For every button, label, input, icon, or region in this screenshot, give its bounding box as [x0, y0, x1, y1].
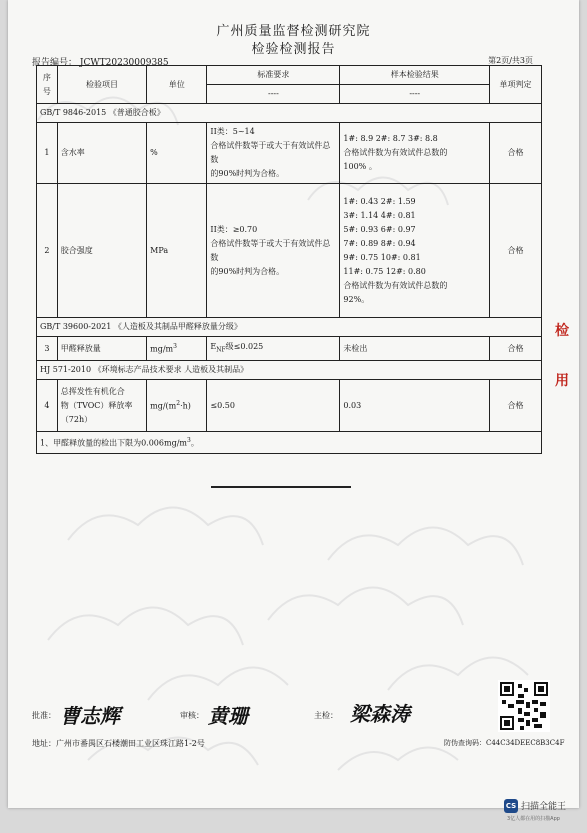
row2-item: 胶合强度	[57, 184, 146, 318]
row3-requirement	[207, 337, 340, 361]
col-unit: 单位	[147, 66, 207, 104]
row2-seq: 2	[37, 184, 58, 318]
page-indicator: 第2页/共3页	[488, 56, 533, 65]
row2-res-line: 合格试件数为有效试件总数的	[343, 280, 448, 290]
row1-res-line: 合格试件数为有效试件总数的	[343, 148, 448, 157]
note-sup: 3	[186, 437, 191, 444]
row4-unit-pre: mg/(m	[150, 401, 177, 411]
address: 地址：广州市番禺区石楼潮田工业区珠江路1-2号	[32, 739, 205, 748]
note-text	[37, 432, 542, 454]
approve-signature: 曹志辉	[60, 704, 120, 728]
note-row	[37, 432, 542, 454]
row2-req-line: II类：≥0.70	[210, 224, 258, 234]
camscanner-tagline: 3亿人都在用的扫描App	[507, 816, 560, 822]
row2-res-line: 9#: 0.75 10#: 0.81	[343, 252, 421, 262]
section-title-1: GB/T 9846-2015 《普通胶合板》	[37, 104, 542, 123]
row1-judge: 合格	[490, 123, 542, 184]
approve-label: 批准：	[32, 711, 56, 720]
row3-item: 甲醛释放量	[57, 337, 146, 361]
row4-unit	[147, 380, 207, 432]
row2-result	[340, 184, 490, 318]
row1-requirement	[207, 123, 340, 184]
report-number-value: JCWT20230009385	[79, 58, 169, 68]
section-title-2: GB/T 39600-2021 《人造板及其制品甲醛释放量分级》	[37, 318, 542, 337]
table-header-row	[37, 66, 542, 85]
row4-item-line: （72h）	[60, 414, 93, 424]
table-row	[37, 380, 542, 432]
institute-name: 广州质量监督检测研究院	[216, 24, 371, 39]
table-row	[37, 337, 542, 361]
report-title: 检验检测报告	[251, 42, 336, 57]
col-seq: 序号	[37, 66, 58, 104]
row4-item-line: 物（TVOC）释放率	[60, 400, 133, 410]
row2-res-line: 11#: 0.75 12#: 0.80	[343, 266, 426, 276]
row3-judge: 合格	[490, 337, 542, 361]
camscanner-logo-icon: CS	[504, 799, 518, 813]
section-row	[37, 318, 542, 337]
test-signature: 梁森涛	[350, 702, 410, 726]
col-std-sub: ----	[207, 85, 340, 104]
row1-unit: %	[147, 123, 207, 184]
report-number-label: 报告编号：	[32, 58, 78, 68]
row3-result: 未检出	[340, 337, 490, 361]
table-row	[37, 123, 542, 184]
row1-item: 含水率	[57, 123, 146, 184]
row3-unit	[147, 337, 207, 361]
row1-req-line: 合格试件数等于或大于有效试件总数	[210, 141, 331, 164]
row4-result: 0.03	[340, 380, 490, 432]
note-pre: 1、甲醛释放量的检出下限为0.006mg/m	[40, 438, 187, 448]
row3-req-pre: E	[210, 341, 217, 351]
note-post: 。	[190, 438, 199, 448]
row3-unit-sup: 3	[173, 343, 177, 351]
row2-res-line: 3#: 1.14 4#: 0.81	[343, 210, 416, 220]
row1-result	[340, 123, 490, 184]
anti-fake-code: 防伪查询码：C44C34DEEC8B3C4F	[444, 739, 565, 747]
row2-res-line: 7#: 0.89 8#: 0.94	[343, 238, 416, 248]
section-row	[37, 104, 542, 123]
end-of-report-line	[211, 486, 351, 488]
report-page	[8, 0, 579, 808]
stamp-char: 检	[555, 323, 569, 339]
row2-res-line: 5#: 0.93 6#: 0.97	[343, 224, 416, 234]
row4-unit-post: ·h)	[180, 401, 191, 411]
section-title-3: HJ 571-2010 《环境标志产品技术要求 人造板及其制品》	[37, 361, 542, 380]
row3-req-post: 级≤0.025	[225, 341, 264, 351]
col-result-sub: ----	[340, 85, 490, 104]
row2-res-line: 92%。	[343, 294, 370, 304]
row3-seq: 3	[37, 337, 58, 361]
row3-req-sub: NF	[216, 346, 226, 354]
row4-unit-sup: 2	[176, 400, 181, 408]
row2-req-line: 合格试件数等于或大于有效试件总数	[210, 238, 331, 262]
row4-item-line: 总挥发性有机化合	[60, 386, 125, 396]
row2-req-line: 的90%时判为合格。	[210, 266, 285, 276]
row4-requirement: ≤0.50	[207, 380, 340, 432]
results-table	[36, 65, 542, 454]
col-item: 检验项目	[57, 66, 146, 104]
col-std-req: 标准要求	[207, 66, 340, 85]
camscanner-name: 扫描全能王	[521, 802, 567, 812]
row2-unit: MPa	[147, 184, 207, 318]
row2-requirement	[207, 184, 340, 318]
row4-seq: 4	[37, 380, 58, 432]
col-result: 样本检验结果	[340, 66, 490, 85]
table-row	[37, 184, 542, 318]
row3-unit-base: mg/m	[150, 344, 174, 354]
row1-res-line: 100% 。	[343, 162, 377, 171]
qr-code-icon	[498, 680, 550, 732]
review-signature: 黄珊	[208, 704, 248, 728]
row1-req-line: II类：5~14	[210, 127, 255, 136]
col-judge: 单项判定	[490, 66, 542, 104]
test-label: 主检：	[314, 711, 338, 720]
row2-judge: 合格	[490, 184, 542, 318]
stamp-char: 用	[555, 373, 569, 389]
review-label: 审核：	[180, 711, 204, 720]
section-row	[37, 361, 542, 380]
row1-req-line: 的90%时判为合格。	[210, 169, 285, 178]
row1-res-line: 1#: 8.9 2#: 8.7 3#: 8.8	[343, 134, 438, 143]
row1-seq: 1	[37, 123, 58, 184]
row4-judge: 合格	[490, 380, 542, 432]
row4-item	[57, 380, 146, 432]
red-seal-stamp	[555, 320, 579, 430]
row2-res-line: 1#: 0.43 2#: 1.59	[343, 196, 416, 206]
